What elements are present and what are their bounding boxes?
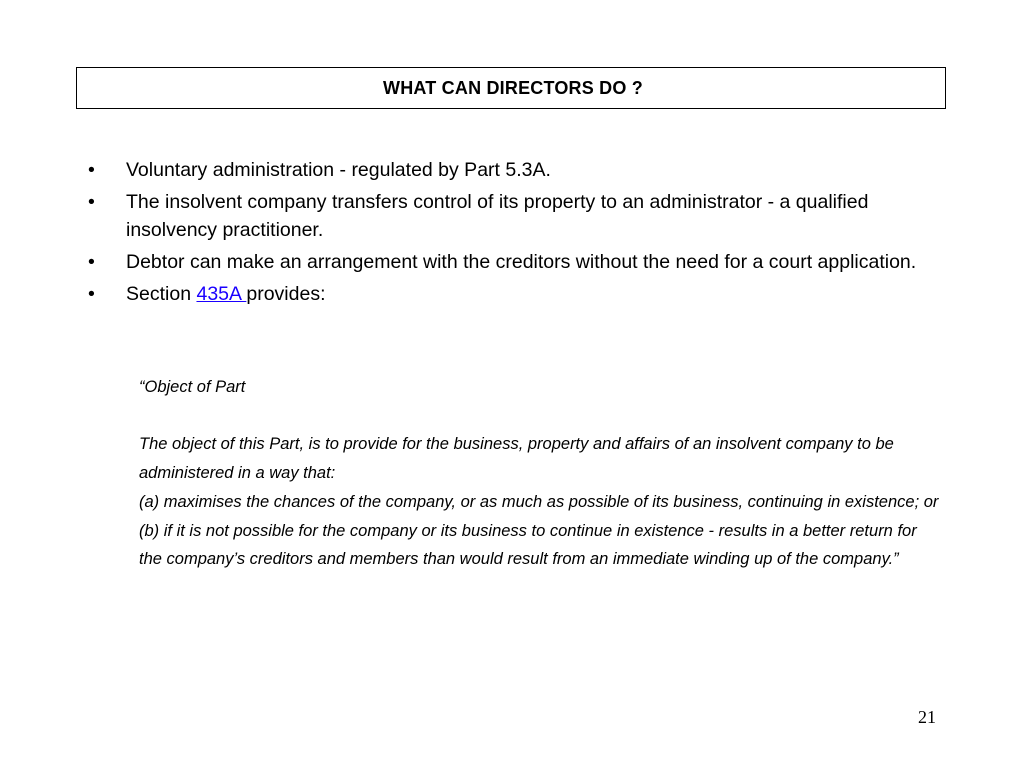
bullet-text: Voluntary administration - regulated by Part 5.3A. (126, 159, 551, 181)
bullet-text: Debtor can make an arrangement with the creditors without the need for a court application. (126, 251, 917, 273)
bullet-item-transfer-control (84, 188, 954, 244)
title-box (76, 67, 946, 109)
bullet-item-section-435a (84, 280, 954, 308)
bullet-dot: • (88, 191, 95, 213)
bullet-prefix: Section (126, 283, 197, 305)
quote-item-a: (a) maximises the chances of the company, or as much as possible of its business, continuing in existence; or (139, 492, 939, 511)
bullet-text: The insolvent company transfers control of its property to an administrator - a qualified insolvency practitioner. (126, 191, 869, 241)
quote-item-b: (b) if it is not possible for the company or its business to continue in existence - results in a better return for the company’s creditors and members than would result from an immediate winding up of the company.” (139, 521, 917, 569)
quote-intro: The object of this Part, is to provide for the business, property and affairs of an insolvent company to be administered in a way that: (139, 435, 894, 483)
bullet-dot: • (88, 283, 95, 305)
quote-spacer (139, 402, 939, 431)
bullet-suffix: provides: (246, 283, 326, 305)
slide-title: WHAT CAN DIRECTORS DO ? (383, 77, 643, 98)
page-number: 21 (918, 707, 936, 727)
bullet-item-arrangement (84, 248, 954, 276)
section-435a-link[interactable]: 435A (196, 283, 247, 305)
bullet-dot: • (88, 159, 95, 181)
bullet-dot: • (88, 251, 95, 273)
quote-heading: “Object of Part (139, 378, 246, 396)
bullet-list (84, 156, 954, 312)
quoted-provision (139, 373, 939, 574)
bullet-item-voluntary-administration (84, 156, 954, 184)
